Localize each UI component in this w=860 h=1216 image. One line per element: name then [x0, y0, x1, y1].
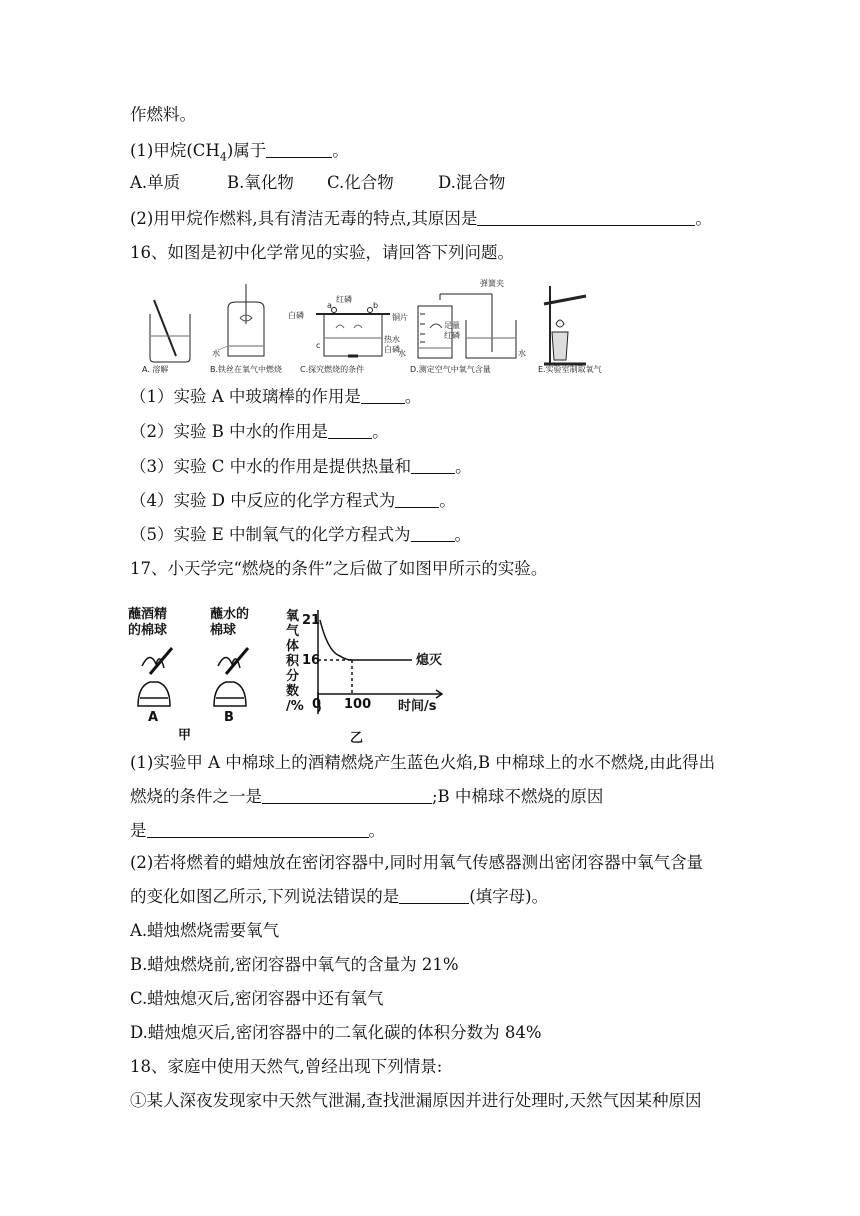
- copper-label: 铜片: [392, 313, 408, 322]
- label-b-top: 蘸水的: [210, 607, 250, 622]
- q17-option-a: A.蜡烛燃烧需要氧气: [130, 921, 280, 940]
- q17-stem: 17、小天学完“燃烧的条件”之后做了如图甲所示的实验。: [130, 559, 548, 578]
- option-b: B.氧化物: [227, 173, 294, 192]
- fig-label-c: C.探究燃烧的条件: [300, 365, 365, 374]
- q17-p1-text-c: 是: [130, 821, 147, 840]
- enough-label: 足量: [444, 321, 460, 330]
- q17-p2-text-b: (填字母)。: [469, 887, 549, 906]
- q16-item-text: （5）实验 E 中制氧气的化学方程式为: [130, 525, 411, 544]
- q17-p1-text: 燃烧的条件之一是: [130, 787, 262, 806]
- x-tick-100: 100: [344, 697, 372, 712]
- answer-blank[interactable]: [395, 491, 439, 508]
- point-b-label: b: [373, 301, 379, 310]
- fig-label-a: A. 溶解: [142, 365, 169, 374]
- ylabel-char: 积: [286, 654, 300, 669]
- q16-item-text: （2）实验 B 中水的作用是: [130, 422, 329, 441]
- q15-part1-sub: 4: [219, 150, 227, 164]
- q16-item-3: [130, 456, 472, 478]
- q15-part1: [130, 140, 349, 168]
- q16-item-end: 。: [439, 491, 456, 510]
- oxygen-curve: [320, 620, 402, 660]
- q16-stem: 16、如图是初中化学常见的实验，请回答下列问题。: [130, 243, 514, 262]
- beaker-d: [466, 320, 516, 358]
- option-a: A.单质: [130, 173, 181, 192]
- answer-blank[interactable]: [262, 787, 432, 804]
- answer-blank[interactable]: [411, 457, 455, 474]
- q15-part1-suffix: )属于: [226, 141, 267, 160]
- q16-item-text: （3）实验 C 中水的作用是提供热量和: [130, 457, 412, 476]
- q16-item-text: （4）实验 D 中反应的化学方程式为: [130, 491, 396, 510]
- q15-part1-text: (1)甲烷(CH: [130, 141, 220, 160]
- y-tick-16: 16: [302, 653, 321, 668]
- q17-p1-text-b: ;B 中棉球不燃烧的原因: [432, 787, 604, 806]
- caption-yi: 乙: [350, 731, 364, 746]
- glass-rod: [154, 300, 176, 356]
- q15-part2-text: (2)用甲烷作燃料,具有清洁无毒的特点,其原因是: [130, 209, 478, 228]
- q15-part1-end: 。: [332, 141, 349, 160]
- red-phosphorus-label: 红磷: [336, 295, 352, 304]
- clamp-label: 弹簧夹: [480, 279, 504, 288]
- q16-item-end: 。: [455, 457, 472, 476]
- ylabel-char: 气: [286, 624, 300, 639]
- answer-blank[interactable]: [361, 387, 405, 404]
- answer-blank[interactable]: [328, 422, 372, 439]
- answer-blank[interactable]: [411, 525, 455, 542]
- label-a-bottom: 的棉球: [128, 623, 168, 638]
- ylabel-char: 分: [286, 669, 300, 684]
- caption-jia: 甲: [178, 728, 192, 743]
- q17-part1-line3: [130, 820, 385, 842]
- q16-item-1: [130, 386, 421, 408]
- answer-blank[interactable]: [399, 887, 469, 904]
- q15-part2: [130, 208, 712, 230]
- q15-part2-end: 。: [695, 209, 712, 228]
- q17-option-d: D.蜡烛熄灭后,密闭容器中的二氧化碳的体积分数为 84%: [130, 1023, 542, 1042]
- ylabel-char: 氧: [286, 609, 300, 624]
- q17-p2-text: 的变化如图乙所示,下列说法错误的是: [130, 887, 400, 906]
- q17-part2-line1: (2)若将燃着的蜡烛放在密闭容器中,同时用氧气传感器测出密闭容器中氧气含量: [130, 853, 704, 872]
- q17-p1-end: 。: [368, 821, 385, 840]
- experiment-apparatus-figure: [140, 276, 620, 374]
- q17-option-b: B.蜡烛燃烧前,密闭容器中氧气的含量为 21%: [130, 955, 459, 974]
- y-tick-21: 21: [302, 613, 321, 628]
- q17-part2-line2: [130, 886, 548, 908]
- option-d: D.混合物: [438, 173, 506, 192]
- white-phosphorus-label-2: 白磷: [384, 345, 400, 354]
- q17-part1-line1: (1)实验甲 A 中棉球上的酒精燃烧产生蓝色火焰,B 中棉球上的水不燃烧,由此得出: [130, 753, 716, 772]
- q16-item-4: [130, 490, 456, 512]
- q16-item-end: 。: [454, 525, 472, 544]
- hot-water-label: 热水: [384, 335, 400, 344]
- point-a-label: a: [327, 301, 332, 310]
- answer-blank[interactable]: [147, 821, 369, 838]
- fig-label-b: B.铁丝在氧气中燃烧: [210, 365, 283, 374]
- ylabel-char: 数: [286, 684, 300, 699]
- q16-item-end: 。: [372, 422, 389, 441]
- water-label-b: 水: [212, 349, 220, 358]
- q16-item-end: 。: [404, 387, 422, 406]
- q18-item-1: ①某人深夜发现家中天然气泄漏,查找泄漏原因并进行处理时,天然气因某种原因: [130, 1091, 702, 1110]
- label-b-bottom: 棉球: [210, 623, 237, 638]
- water-label-d2: 水: [518, 349, 526, 358]
- q18-stem: 18、家庭中使用天然气,曾经出现下列情景:: [130, 1057, 443, 1076]
- figure-yi: [282, 604, 452, 746]
- figure-jia: [128, 604, 258, 744]
- alcohol-lamp-figure: [128, 604, 258, 744]
- answer-blank[interactable]: [266, 141, 332, 158]
- red-phosphorus-label-2: 红磷: [444, 331, 460, 340]
- fig-label-e: E.实验室制取氧气: [538, 365, 602, 374]
- lamp-b: [214, 682, 246, 706]
- q16-item-5: [130, 524, 471, 546]
- q15-options: [130, 172, 505, 194]
- q15-continuation: 作燃料。: [130, 105, 196, 124]
- point-c-label: c: [316, 341, 321, 350]
- x-tick-0: 0: [312, 697, 322, 712]
- lamp-a: [138, 682, 170, 706]
- q17-part1-line2: [130, 786, 603, 808]
- q17-option-c: C.蜡烛熄灭后,密闭容器中还有氧气: [130, 989, 384, 1008]
- fig-label-d: D.测定空气中氧气含量: [410, 365, 491, 374]
- ylabel-char: /%: [286, 699, 304, 714]
- q16-figure: [140, 276, 620, 374]
- label-a-top: 蘸酒精: [128, 607, 168, 622]
- oxygen-curve-chart: [282, 604, 452, 746]
- extinguish-annotation: 熄灭: [416, 653, 443, 668]
- water-label-d1: 水: [398, 349, 406, 358]
- cap-b: B: [224, 710, 234, 725]
- q16-item-text: （1）实验 A 中玻璃棒的作用是: [130, 387, 361, 406]
- answer-blank[interactable]: [477, 209, 695, 226]
- white-phosphorus-label: 白磷: [288, 311, 304, 320]
- ylabel-char: 体: [286, 639, 300, 654]
- cap-a: A: [148, 710, 159, 725]
- x-axis-label: 时间/s: [398, 699, 437, 714]
- q16-item-2: [130, 421, 389, 443]
- option-c: C.化合物: [327, 173, 394, 192]
